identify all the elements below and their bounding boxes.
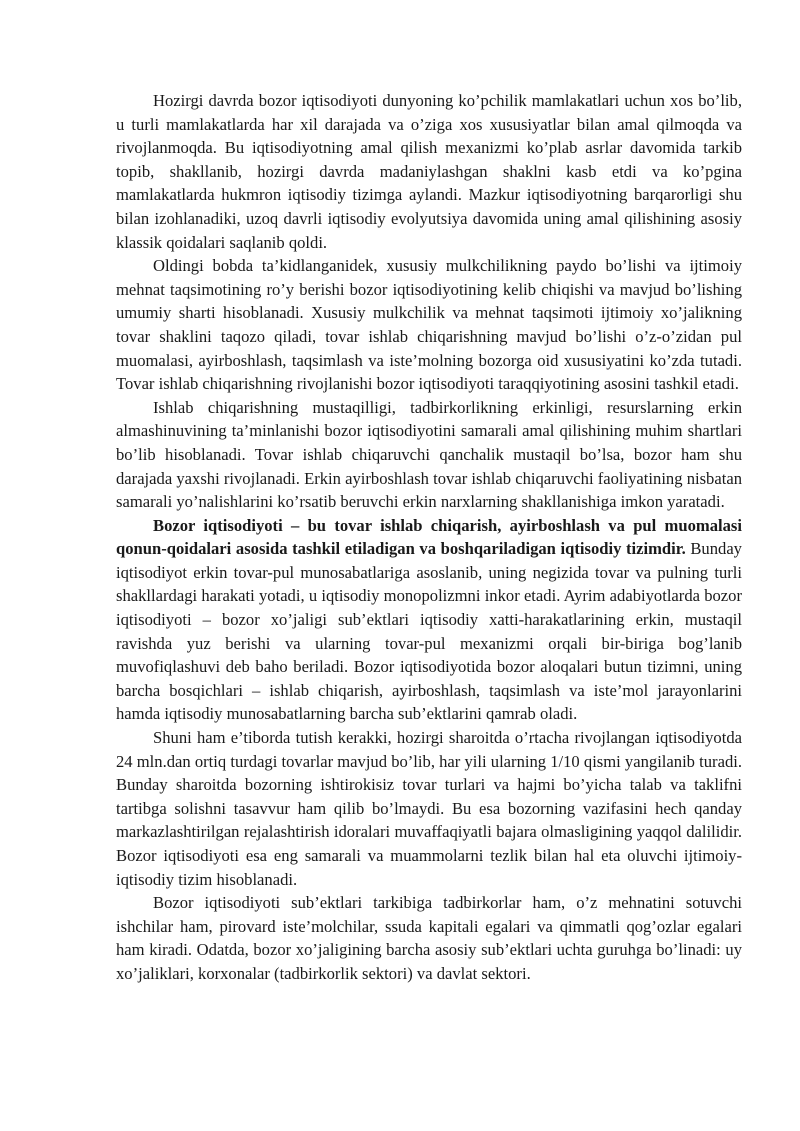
document-page — [116, 89, 742, 986]
paragraph-market-subjects — [116, 891, 742, 985]
paragraph-text: Ishlab chiqarishning mustaqilligi, tadbirkorlikning erkinligi, resurslarning erkin almashinuvining ta’minlanishi bozor iqtisodiyotini samarali amal qilishining muhim shartlari bo’lib hisoblanadi. Tovar ishlab chiqaruvchi qanchalik mustaqil bo’lsa, bozor ham shu darajada yaxshi rivojlanadi. Erkin ayirboshlash tovar ishlab chiqaruvchi faoliyatining nisbatan samarali yo’nalishlarini ko’rsatib beruvchi erkin narxlarning shakllanishiga imkon yaratadi. — [116, 397, 742, 512]
paragraph-text: Shuni ham e’tiborda tutish kerakki, hozirgi sharoitda o’rtacha rivojlangan iqtisodiyotda 24 mln.dan ortiq turdagi tovarlar mavjud bo’lib, har yili ularning 1/10 qismi yangilanib turadi. Bunday sharoitda bozorning ishtirokisiz tovar turlari va hajmi bo’yicha talab va taklifni tartibga solishni tasavvur ham qilib bo’lmaydi. Bu esa bozorning vazifasini hech qanday markazlashtirilgan rejalashtirish idoralari muvaffaqiyatli bajara olmasligining yaqqol dalilidir. Bozor iqtisodiyoti esa eng samarali va muammolarni tezlik bilan hal eta oluvchi ijtimoiy-iqtisodiy tizim hisoblanadi. — [116, 728, 742, 889]
paragraph-definition — [116, 514, 742, 726]
paragraph-text: Bozor iqtisodiyoti sub’ektlari tarkibiga tadbirkorlar ham, o’z mehnatini sotuvchi ishchilar ham, pirovard iste’molchilar, ssuda kapitali egalari va qimmatli qog’ozlar egalari ham kiradi. Odatda, bozor xo’jaligining barcha asosiy sub’ektlari uchta guruhga bo’linadi: uy xo’jaliklari, korxonalar (tadbirkorlik sektori) va davlat sektori. — [116, 893, 742, 983]
paragraph-intro — [116, 89, 742, 254]
paragraph-goods-variety — [116, 726, 742, 891]
paragraph-text: Bunday iqtisodiyot erkin tovar-pul munosabatlariga asoslanib, uning negizida tovar va pulning turli shakllardagi harakati yotadi, u iqtisodiy monopolizmni inkor etadi. Ayrim adabiyotlarda bozor iqtisodiyoti – bozor xo’jaligi sub’ektlari iqtisodiy xatti-harakatlarining erkin, mustaqil ravishda yuz berishi va ularning tovar-pul mexanizmi orqali bir-biriga bog’lanib muvofiqlashuvi deb baho beriladi. Bozor iqtisodiyotida bozor aloqalari butun tizimni, uning barcha bosqichlari – ishlab chiqarish, ayirboshlash, taqsimlash va iste’mol jarayonlarini hamda iqtisodiy munosabatlarning barcha sub’ektlarini qamrab oladi. — [116, 539, 742, 724]
definition-bold-text: Bozor iqtisodiyoti – bu tovar ishlab chiqarish, ayirboshlash va pul muomalasi qonun-qoidalari asosida tashkil etiladigan va boshqariladigan iqtisodiy tizimdir. — [116, 515, 742, 559]
paragraph-text: Hozirgi davrda bozor iqtisodiyoti dunyoning ko’pchilik mamlakatlari uchun xos bo’lib, u turli mamlakatlarda har xil darajada va o’ziga xos xususiyatlar bilan amal qilmoqda va rivojlanmoqda. Bu iqtisodiyotning amal qilish mexanizmi ko’plab asrlar davomida tarkib topib, shakllanib, hozirgi davrda madaniylashgan shaklni kasb etdi va ko’pgina mamlakatlarda hukmron iqtisodiy tizimga aylandi. Mazkur iqtisodiyotning barqarorligi shu bilan izohlanadiki, uzoq davrli iqtisodiy evolyutsiya davomida uning amal qilishining asosiy klassik qoidalari saqlanib qoldi. — [116, 91, 742, 252]
paragraph-production-independence — [116, 396, 742, 514]
paragraph-private-property — [116, 254, 742, 396]
paragraph-text: Oldingi bobda ta’kidlanganidek, xususiy mulkchilikning paydo bo’lishi va ijtimoiy mehnat taqsimotining ro’y berishi bozor iqtisodiyotining kelib chiqishi va mavjud bo’lishing umumiy sharti hisoblanadi. Xususiy mulkchilik va mehnat taqsimoti ijtimoiy xo’jalikning tovar shaklini taqozo qiladi, tovar ishlab chiqarishning mavjud bo’lishi o’z-o’zidan pul muomalasi, ayirboshlash, taqsimlash va iste’molning bozorga oid xususiyatini ko’zda tutadi. Tovar ishlab chiqarishning rivojlanishi bozor iqtisodiyoti taraqqiyotining asosini tashkil etadi. — [116, 256, 742, 394]
